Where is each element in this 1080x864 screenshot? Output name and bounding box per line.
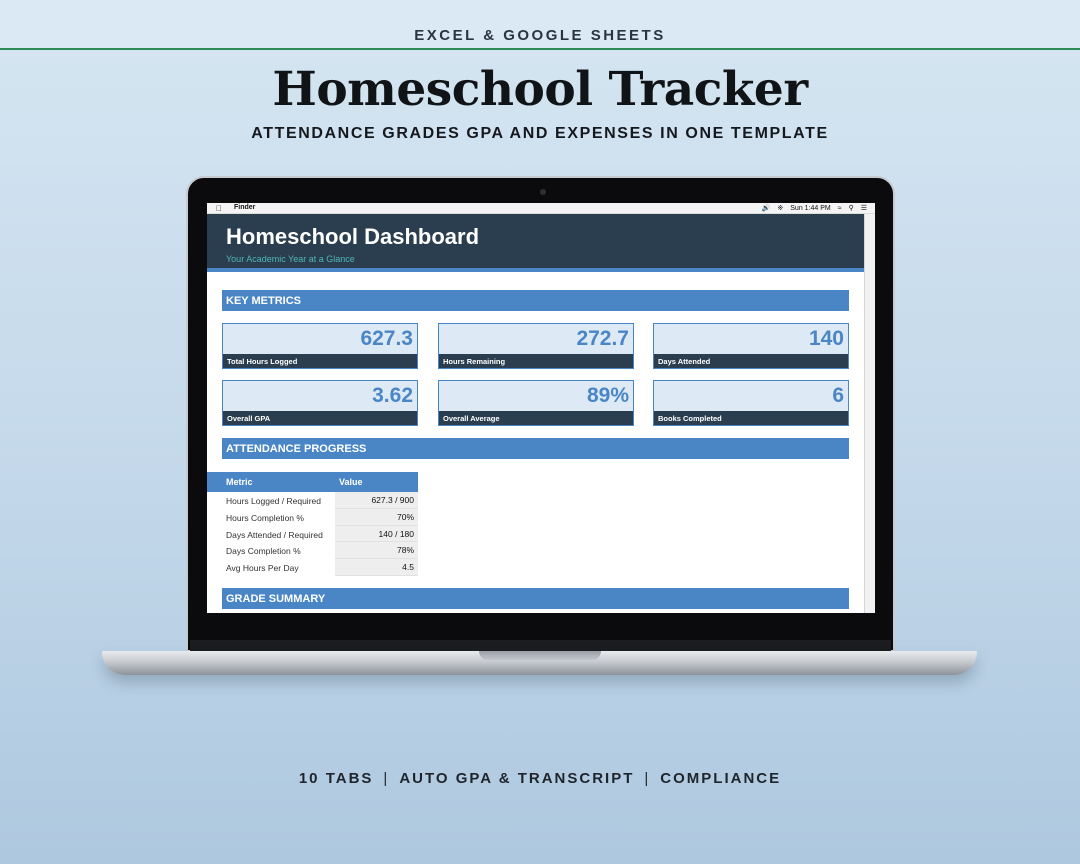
dashboard-subtitle: Your Academic Year at a Glance	[226, 254, 355, 264]
spotlight-search-icon[interactable]: ⚲	[848, 205, 854, 212]
hero-title: Homeschool Tracker	[272, 62, 808, 117]
table-cell-metric[interactable]: Days Attended / Required	[226, 529, 323, 540]
dashboard-header	[207, 214, 864, 272]
table-cell-value[interactable]: 70%	[335, 509, 418, 526]
feature-footer	[0, 770, 1080, 787]
table-header-row	[207, 472, 418, 492]
metric-label: Books Completed	[654, 411, 848, 425]
top-label: EXCEL & GOOGLE SHEETS	[414, 27, 666, 44]
table-row	[207, 559, 418, 576]
mac-menubar	[207, 203, 875, 214]
sheet-scrollbar[interactable]	[864, 214, 875, 613]
feature-separator: |	[383, 770, 390, 787]
wifi-icon[interactable]: ≈	[837, 204, 842, 212]
metric-card-days-attended[interactable]	[653, 323, 849, 369]
metric-value: 6	[832, 384, 844, 407]
laptop-notch	[479, 651, 601, 660]
metric-value: 627.3	[360, 327, 413, 350]
menubar-clock[interactable]: Sun 1:44 PM	[790, 204, 831, 212]
laptop-base	[102, 651, 977, 675]
metric-value: 272.7	[576, 327, 629, 350]
table-header-metric[interactable]: Metric	[226, 477, 253, 487]
menubar-status	[762, 204, 867, 212]
feature-compliance: COMPLIANCE	[660, 770, 782, 787]
laptop-screen	[207, 203, 875, 613]
metric-label: Overall GPA	[223, 411, 417, 425]
metric-value: 89%	[586, 384, 629, 407]
feature-gpa: AUTO GPA & TRANSCRIPT	[399, 770, 635, 787]
table-cell-metric[interactable]: Days Completion %	[226, 546, 301, 557]
table-cell-value[interactable]: 140 / 180	[335, 526, 418, 543]
metric-card-overall-average[interactable]	[438, 380, 634, 426]
table-cell-value[interactable]: 4.5	[335, 559, 418, 576]
control-center-icon[interactable]: ☰	[860, 205, 867, 212]
table-row	[207, 526, 418, 543]
bluetooth-icon[interactable]: ※	[777, 205, 784, 212]
metric-card-overall-gpa[interactable]	[222, 380, 418, 426]
metric-label: Total Hours Logged	[223, 354, 417, 368]
metric-value: 3.62	[372, 384, 413, 407]
menubar-app-name[interactable]: Finder	[234, 204, 256, 211]
table-row	[207, 509, 418, 526]
section-attendance-progress: ATTENDANCE PROGRESS	[222, 438, 849, 459]
feature-separator: |	[644, 770, 651, 787]
feature-tabs: 10 TABS	[298, 770, 374, 787]
camera-icon	[540, 189, 546, 195]
table-cell-metric[interactable]: Hours Completion %	[226, 512, 304, 523]
section-key-metrics: KEY METRICS	[222, 290, 849, 311]
attendance-table	[207, 472, 418, 576]
metric-label: Days Attended	[654, 354, 848, 368]
table-cell-value[interactable]: 627.3 / 900	[335, 492, 418, 509]
table-header-value[interactable]: Value	[339, 477, 363, 487]
volume-icon[interactable]: 🔊	[761, 205, 771, 212]
metric-label: Overall Average	[439, 411, 633, 425]
section-grade-summary: GRADE SUMMARY	[222, 588, 849, 609]
apple-icon[interactable]	[216, 204, 222, 213]
metric-card-books-completed[interactable]	[653, 380, 849, 426]
table-cell-metric[interactable]: Avg Hours Per Day	[226, 563, 299, 574]
table-row	[207, 492, 418, 509]
table-cell-metric[interactable]: Hours Logged / Required	[226, 496, 321, 506]
hero-subtitle: ATTENDANCE GRADES GPA AND EXPENSES IN ONE TEMPLATE	[251, 125, 829, 142]
metric-card-hours-remaining[interactable]	[438, 323, 634, 369]
dashboard-title: Homeschool Dashboard	[226, 224, 480, 249]
metric-value: 140	[808, 327, 844, 350]
table-cell-value[interactable]: 78%	[335, 542, 418, 559]
metric-label: Hours Remaining	[439, 354, 633, 368]
table-row	[207, 542, 418, 559]
metric-card-total-hours[interactable]	[222, 323, 418, 369]
